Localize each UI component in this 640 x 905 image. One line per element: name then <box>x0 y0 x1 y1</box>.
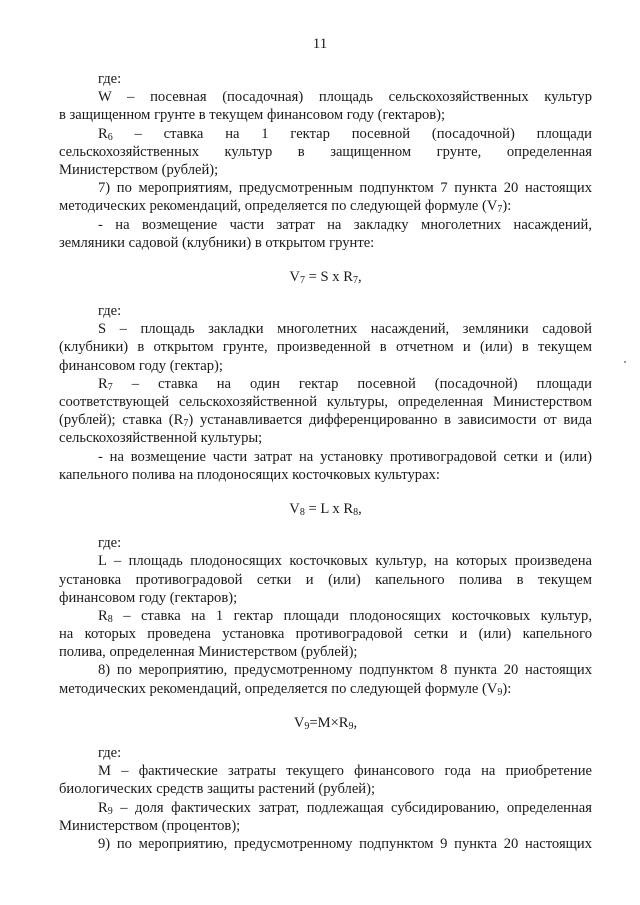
text-line: сельскохозяйственных культур в защищенном грунте, определенная <box>59 143 592 160</box>
text-line: полива, определенная Министерством (рублей); <box>59 644 358 661</box>
text-line: капельного полива на плодоносящих косточковых культурах: <box>59 466 440 483</box>
text-line: 8) по мероприятию, предусмотренному подпунктом 8 пункта 20 настоящих <box>98 662 592 679</box>
text-line: финансовом году (гектаров); <box>59 589 238 606</box>
where-label: где: <box>98 303 122 320</box>
text-line: методических рекомендаций, определяется по следующей формуле $(V_7)$: <box>59 198 512 216</box>
text-line: L – площадь плодоносящих косточковых культур, на которых произведена <box>98 553 592 570</box>
where-label: где: <box>98 535 122 552</box>
text-line: финансовом году (гектар); <box>59 357 223 374</box>
text-line: Министерством (рублей); <box>59 161 219 178</box>
formula-v8: $V_8 = L$ x $R_8$, <box>289 500 362 518</box>
text-line: $R_6$ – ставка на 1 гектар посевной (посадочной) площади <box>98 125 592 143</box>
text-line: соответствующей сельскохозяйственной культуры, определенная Министерством <box>59 394 592 410</box>
text-line: на которых проведена установка противоградовой сетки и (или) капельного <box>59 626 592 643</box>
text-line: 9) по мероприятию, предусмотренному подпунктом 9 пункта 20 настоящих <box>98 835 592 852</box>
text-line: методических рекомендаций, определяется по следующей формуле $(V_9)$: <box>59 680 512 698</box>
text-line: Министерством (процентов); <box>59 817 241 834</box>
text-line: (клубники) в открытом грунте, произведенной в отчетном и (или) в текущем <box>59 339 592 356</box>
text-line: сельскохозяйственной культуры; <box>59 430 263 447</box>
where-label: где: <box>98 745 122 761</box>
document-body <box>59 70 592 853</box>
text-line: $R_7$ – ставка на один гектар посевной (посадочной) площади <box>98 375 592 393</box>
text-line: W – посевная (посадочная) площадь сельскохозяйственных культур <box>98 89 592 106</box>
text-line: $R_8$ – ставка на 1 гектар площади плодоносящих косточковых культур, <box>98 607 592 625</box>
text-line: установка противоградовой сетки и (или) капельного полива в текущем <box>59 571 592 588</box>
text-line: биологических средств защиты растений (рублей); <box>59 781 376 798</box>
text-line: S – площадь закладки многолетних насаждений, земляники садовой <box>98 321 592 338</box>
formula-v7: $V_7 = S$ x $R_7$, <box>289 268 362 286</box>
formula-v9: $V_9=M\times R_9$, <box>293 714 358 732</box>
text-line: $R_9$ – доля фактических затрат, подлежащая субсидированию, определенная <box>98 799 592 817</box>
text-line: (рублей); ставка $(R_7)$ устанавливается дифференцированно в зависимости от вида <box>59 412 592 430</box>
page-number: 11 <box>312 36 328 52</box>
text-line: - на возмещение части затрат на установку противоградовой сетки и (или) <box>98 448 592 465</box>
text-line: земляники садовой (клубники) в открытом грунте: <box>59 234 375 251</box>
where-label: где: <box>98 71 122 87</box>
text-line: в защищенном грунте в текущем финансовом году (гектаров); <box>59 107 446 124</box>
text-line: - на возмещение части затрат на закладку многолетних насаждений, <box>98 216 592 233</box>
scan-speck <box>624 361 626 363</box>
text-line: M – фактические затраты текущего финансового года на приобретение <box>98 763 592 780</box>
text-line: 7) по мероприятиям, предусмотренным подпунктом 7 пункта 20 настоящих <box>98 180 592 197</box>
